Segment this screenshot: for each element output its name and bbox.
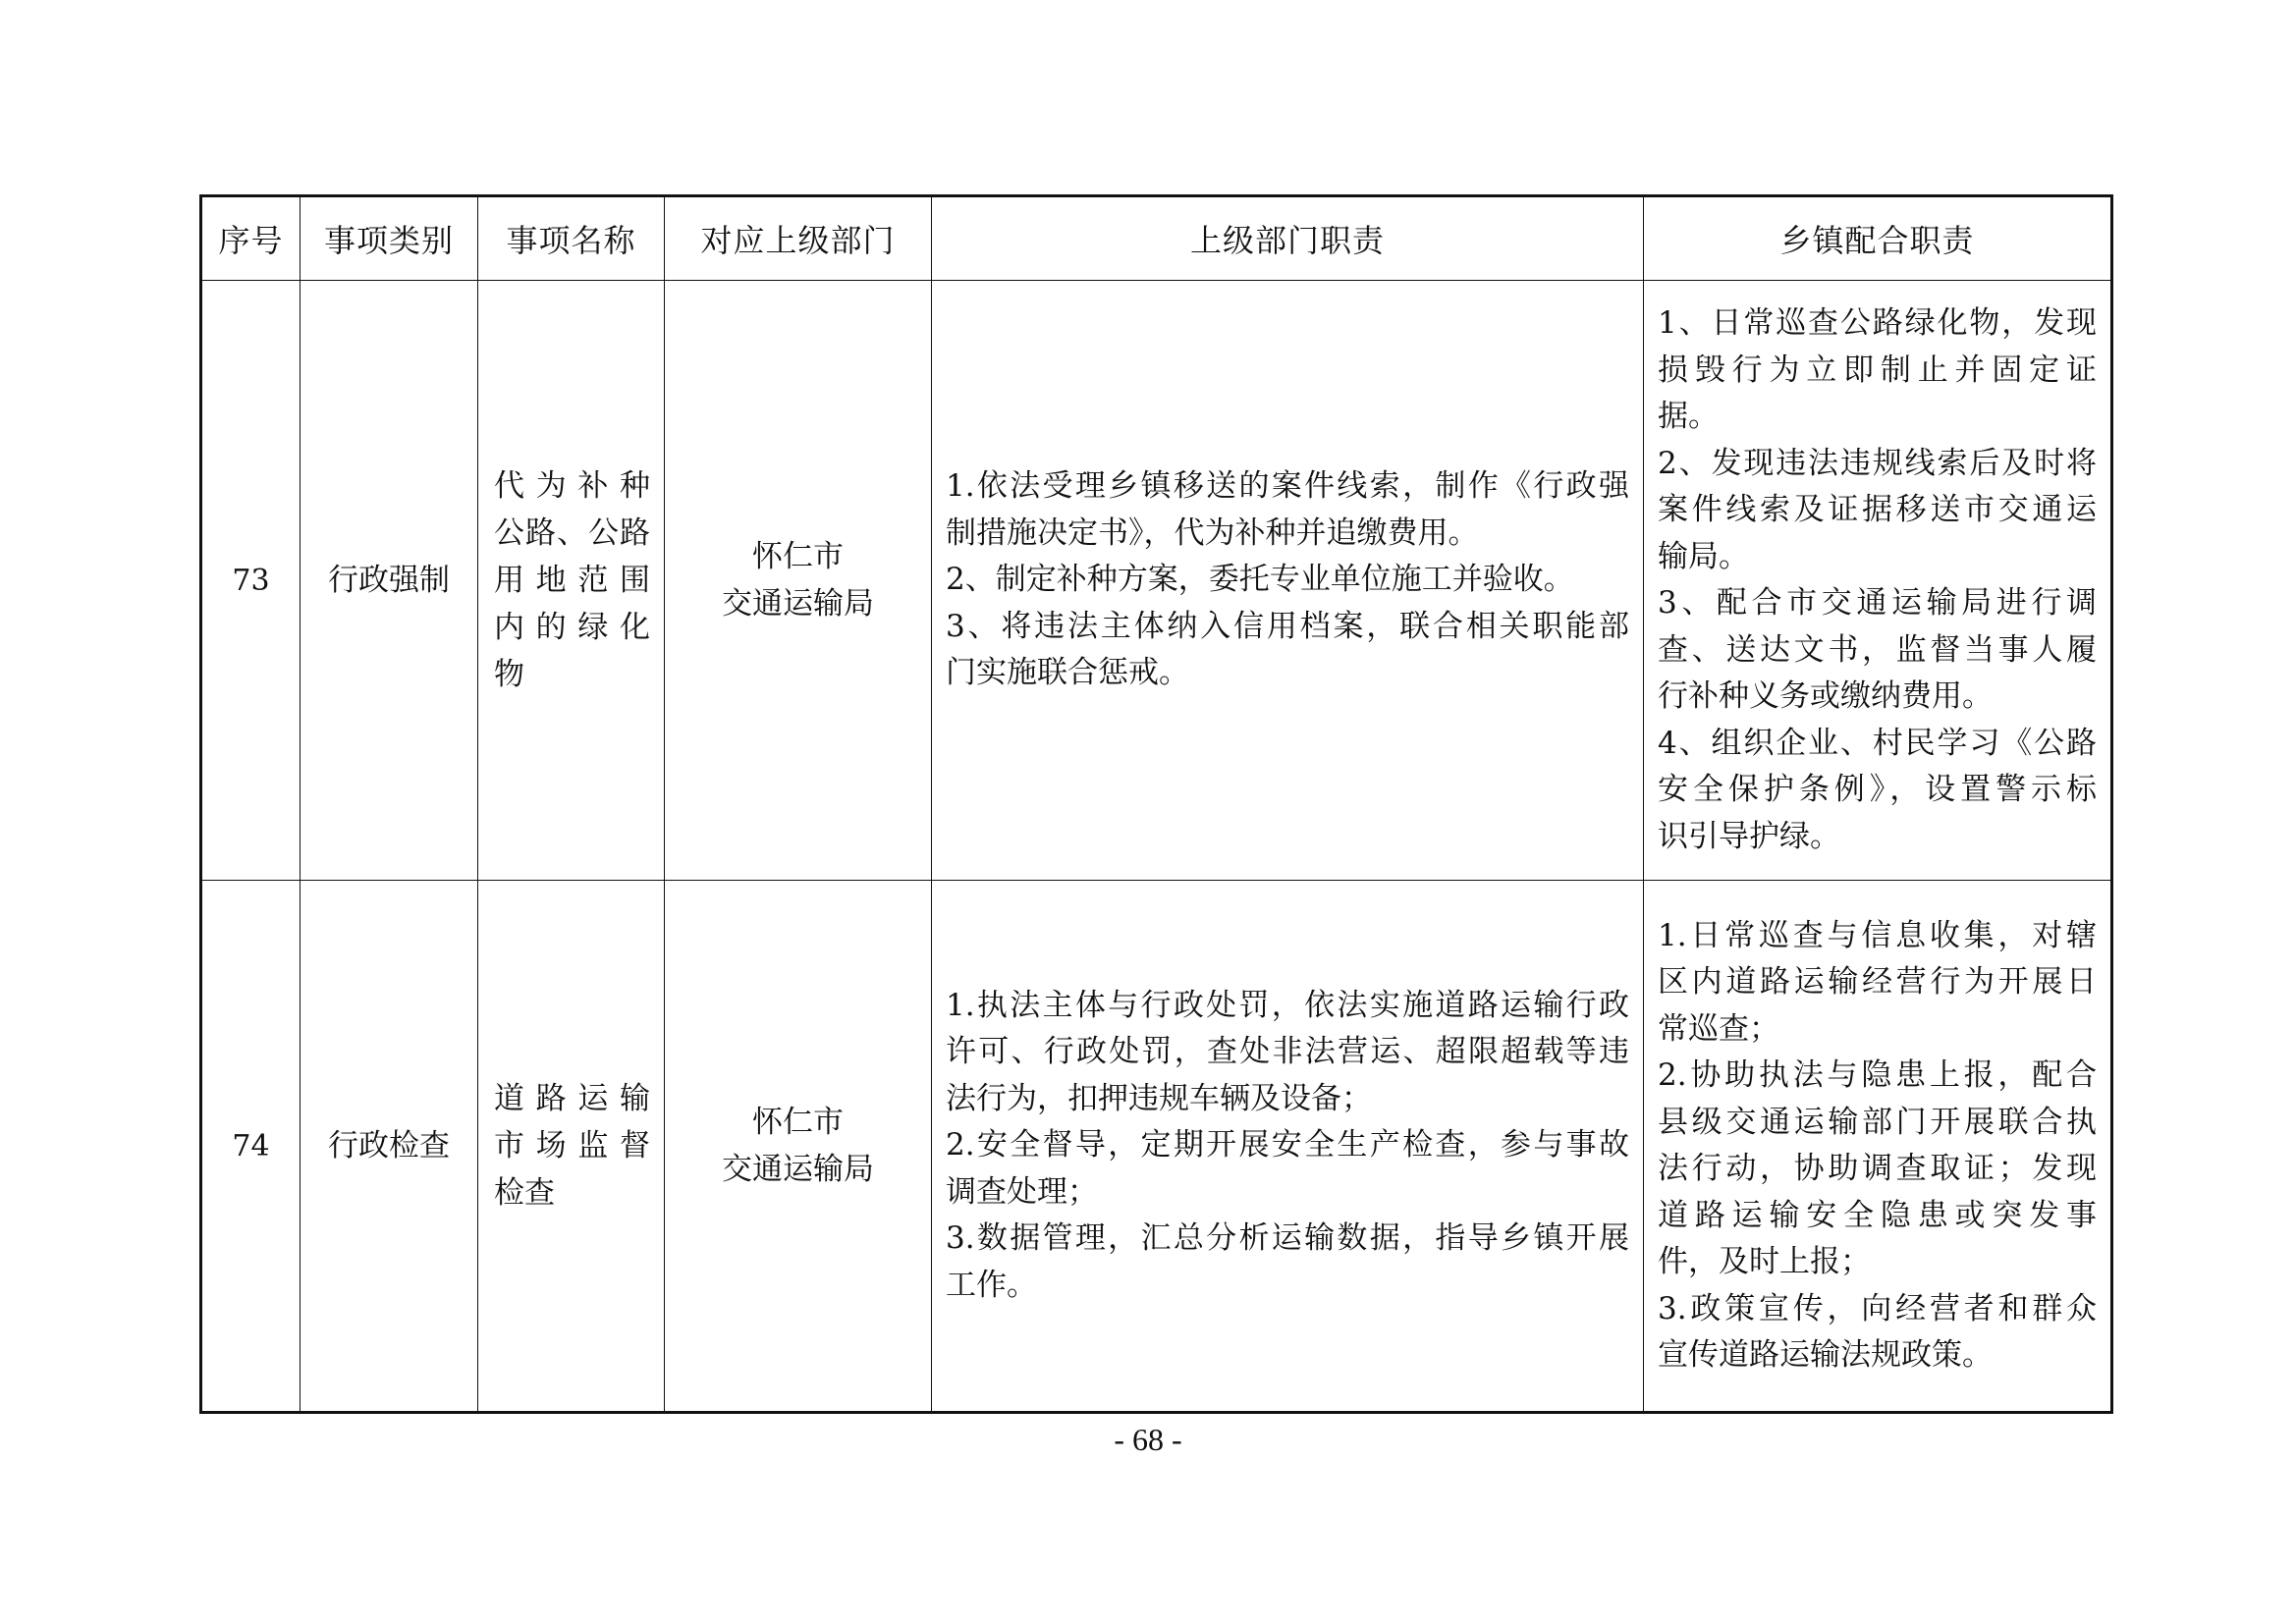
item-name-line: 道路运输 xyxy=(494,1081,650,1116)
row-superior-duty xyxy=(932,281,1644,881)
superior-duty-line: 法行为，扣押违规车辆及设备； xyxy=(946,1080,1372,1116)
item-name-line: 用地范围 xyxy=(494,563,650,598)
duty-table xyxy=(199,194,2113,1414)
table-header-row xyxy=(201,196,2112,281)
township-duty-line: 1.日常巡查与信息收集，对辖 xyxy=(1658,917,2097,953)
township-duty-line: 4、组织企业、村民学习《公路 xyxy=(1658,725,2097,761)
township-duty-line: 查、送达文书，监督当事人履 xyxy=(1658,631,2097,668)
header-name: 事项名称 xyxy=(478,196,665,281)
row-township-duty xyxy=(1644,281,2112,881)
township-duty-line: 3、配合市交通运输局进行调 xyxy=(1658,585,2097,621)
township-duty-line: 件，及时上报； xyxy=(1658,1244,1871,1279)
superior-duty-line: 门实施联合惩戒。 xyxy=(946,655,1189,691)
header-superior-duty: 上级部门职责 xyxy=(932,196,1644,281)
row-number: 73 xyxy=(201,281,301,881)
department-line: 交通运输局 xyxy=(722,1152,874,1187)
department-line: 交通运输局 xyxy=(722,586,874,622)
township-duty-line: 据。 xyxy=(1658,399,1719,434)
township-duty-line: 宣传道路运输法规政策。 xyxy=(1658,1337,1993,1373)
item-name-line: 检查 xyxy=(494,1175,555,1211)
row-department xyxy=(665,881,932,1413)
superior-duty-line: 3、将违法主体纳入信用档案，联合相关职能部 xyxy=(946,608,1629,644)
superior-duty-line: 2.安全督导，定期开展安全生产检查，参与事故 xyxy=(946,1127,1629,1163)
header-number: 序号 xyxy=(201,196,301,281)
superior-duty-line: 3.数据管理，汇总分析运输数据，指导乡镇开展 xyxy=(946,1220,1629,1257)
header-department: 对应上级部门 xyxy=(665,196,932,281)
township-duty-line: 识引导护绿。 xyxy=(1658,818,1840,854)
table-row xyxy=(201,881,2112,1413)
township-duty-line: 行补种义务或缴纳费用。 xyxy=(1658,678,1993,714)
township-duty-line: 安全保护条例》，设置警示标 xyxy=(1658,772,2097,807)
row-item-name xyxy=(478,881,665,1413)
item-name-line: 内的绿化 xyxy=(494,610,650,645)
superior-duty-line: 工作。 xyxy=(946,1267,1037,1303)
page-number: - 68 - xyxy=(1114,1422,1182,1457)
township-duty-line: 1、日常巡查公路绿化物，发现 xyxy=(1658,305,2097,341)
row-superior-duty xyxy=(932,881,1644,1413)
row-number: 74 xyxy=(201,881,301,1413)
township-duty-line: 3.政策宣传，向经营者和群众 xyxy=(1658,1290,2097,1326)
township-duty-line: 常巡查； xyxy=(1658,1010,1779,1047)
township-duty-line: 县级交通运输部门开展联合执 xyxy=(1658,1104,2097,1140)
township-duty-line: 2、发现违法违规线索后及时将 xyxy=(1658,445,2097,481)
header-category: 事项类别 xyxy=(301,196,478,281)
township-duty-line: 损毁行为立即制止并固定证 xyxy=(1658,352,2097,388)
superior-duty-line: 1.依法受理乡镇移送的案件线索，制作《行政强 xyxy=(946,468,1629,505)
row-category: 行政检查 xyxy=(301,881,478,1413)
superior-duty-line: 调查处理； xyxy=(946,1173,1098,1210)
township-duty-line: 案件线索及证据移送市交通运 xyxy=(1658,492,2097,527)
township-duty-line: 2.协助执法与隐患上报，配合 xyxy=(1658,1057,2097,1093)
header-township-duty: 乡镇配合职责 xyxy=(1644,196,2112,281)
row-item-name xyxy=(478,281,665,881)
item-name-line: 代为补种 xyxy=(494,468,650,504)
row-township-duty xyxy=(1644,881,2112,1413)
item-name-line: 公路、公路 xyxy=(494,515,650,551)
superior-duty-line: 2、制定补种方案，委托专业单位施工并验收。 xyxy=(946,562,1574,598)
department-line: 怀仁市 xyxy=(752,1105,844,1140)
township-duty-line: 输局。 xyxy=(1658,538,1749,574)
department-line: 怀仁市 xyxy=(752,539,844,574)
item-name-line: 市场监督 xyxy=(494,1128,650,1163)
superior-duty-line: 许可、行政处罚，查处非法营运、超限超载等违 xyxy=(946,1034,1629,1070)
item-name-line: 物 xyxy=(494,657,524,692)
table-row xyxy=(201,281,2112,881)
township-duty-line: 道路运输安全隐患或突发事 xyxy=(1658,1197,2097,1233)
superior-duty-line: 1.执法主体与行政处罚，依法实施道路运输行政 xyxy=(946,987,1629,1023)
row-category: 行政强制 xyxy=(301,281,478,881)
township-duty-line: 法行动，协助调查取证；发现 xyxy=(1658,1151,2097,1186)
township-duty-line: 区内道路运输经营行为开展日 xyxy=(1658,964,2097,1000)
row-department xyxy=(665,281,932,881)
superior-duty-line: 制措施决定书》，代为补种并追缴费用。 xyxy=(946,514,1479,551)
